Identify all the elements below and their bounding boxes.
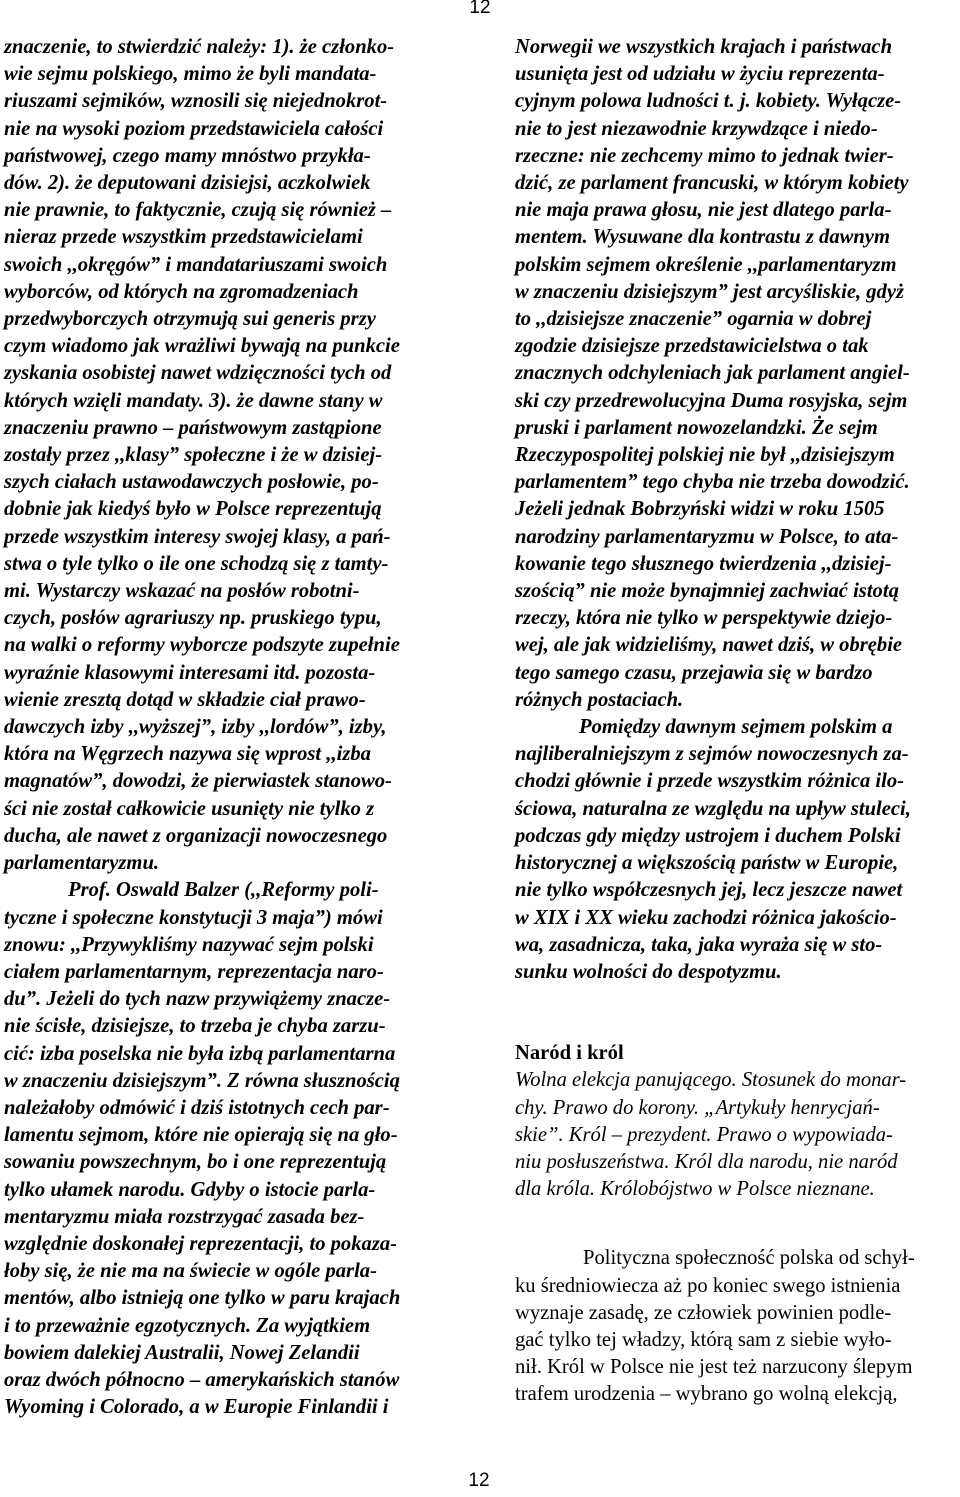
text-line: ku średniowiecza aż po koniec swego istnienia [515, 1274, 901, 1297]
section-body [515, 1245, 960, 1408]
text-line: wyborców, od których na zgromadzeniach [4, 280, 359, 303]
text-line: oraz dwóch północno – amerykańskich stanów [4, 1368, 400, 1391]
text-line: znaczenie, to stwierdzić należy: 1). że członko- [4, 36, 395, 58]
text-line: gać tylko tej władzy, którą sam z siebie wyło- [515, 1328, 892, 1351]
text-line: Polityczna społeczność polska od schył- [583, 1247, 915, 1270]
text-line: sunku wolności do despotyzmu. [515, 960, 782, 983]
text-line: cyjnym polowa ludności t. j. kobiety. Wyłącze- [515, 90, 902, 113]
text-line: nie to jest niezawodnie krzywdzące i niedo- [515, 117, 878, 140]
text-line: znacznych odchyleniach jak parlament angiel- [515, 362, 910, 385]
text-line: wyraźnie klasowymi interesami itd. pozosta- [4, 661, 376, 684]
text-line: rzeczy, która nie tylko w perspektywie dziejo- [515, 607, 893, 630]
text-line: narodziny parlamentaryzmu w Polsce, to ata- [515, 525, 899, 548]
text-line: tyczne i społeczne konstytucji 3 maja”) mówi [4, 906, 383, 929]
text-line: cić: izba poselska nie była izbą parlamentarna [4, 1042, 396, 1065]
text-line: swoich ,,okręgów” i mandatariuszami swoich [4, 253, 388, 276]
text-line: tego samego czasu, przejawia się w bardzo [515, 661, 873, 684]
text-line: bowiem dalekiej Australii, Nowej Zelandii [4, 1341, 360, 1364]
text-line: kowanie tego słusznego twierdzenia ,,dzisiej- [515, 552, 892, 575]
text-line: szych ciałach ustawodawczych posłowie, po- [4, 471, 379, 494]
text-line: ski czy przedrewolucyjna Duma rosyjska, sejm [515, 389, 908, 412]
text-line: zyskania osobistej nawet wdzięczności tych od [4, 362, 392, 385]
text-line: Jeżeli jednak Bobrzyński widzi w roku 1505 [515, 498, 885, 521]
left-column [4, 34, 459, 1421]
text-line: to ,,dzisiejsze znaczenie” ogarnia w dobrej [515, 308, 872, 331]
text-line: nie maja prawa głosu, nie jest dlatego parla- [515, 199, 892, 222]
text-line: podczas gdy między ustrojem i duchem Polski [515, 824, 901, 847]
text-line: Norwegii we wszystkich krajach i państwach [515, 36, 893, 58]
text-line: trafem urodzenia – wybrano go wolną elekcją, [515, 1383, 898, 1406]
text-line: sowaniu powszechnym, bo i one reprezentują [4, 1151, 387, 1174]
text-line: czych, posłów agrariuszy np. pruskiego typu, [4, 607, 382, 630]
text-line: parlamentem” tego chyba nie trzeba dowodzić. [515, 471, 910, 494]
text-line: szością” nie może bynajmniej zachwiać istotą [515, 580, 899, 603]
text-line: dobnie jak kiedyś było w Polsce reprezentują [4, 498, 382, 521]
section-heading: Naród i król [515, 1042, 624, 1065]
text-line: chy. Prawo do korony. „Artykuły henrycjań- [515, 1096, 880, 1119]
text-line: należałoby odmówić i dziś istotnych cech par- [4, 1096, 390, 1119]
text-line: du”. Jeżeli do tych nazw przywiążemy znacze- [4, 988, 391, 1011]
text-line: zostały przez ,,klasy” społeczne i że w dzisiej- [4, 444, 383, 467]
text-line: w znaczeniu dzisiejszym”. Z równa słusznością [4, 1069, 400, 1092]
text-line: Rzeczypospolitej polskiej nie był ,,dzisiejszym [515, 444, 895, 467]
text-line: nieraz przede wszystkim przedstawicielami [4, 226, 363, 249]
text-line: ciałem parlamentarnym, reprezentacja naro- [4, 960, 384, 983]
text-line: najliberalniejszym z sejmów nowoczesnych za- [515, 743, 909, 766]
text-line: różnych postaciach. [515, 688, 684, 711]
right-paragraph-2 [515, 714, 960, 986]
text-line: na walki o reformy wyborcze podszyte zupełnie [4, 634, 400, 657]
text-line: znaczeniu prawno – państwowym zastąpione [4, 416, 382, 439]
text-line: dów. 2). że deputowani dzisiejsi, aczkolwiek [4, 172, 371, 195]
text-line: czym wiadomo jak wrażliwi bywają na punkcie [4, 335, 400, 358]
text-line: magnatów”, dowodzi, że pierwiastek stanowo- [4, 770, 392, 793]
text-line: znowu: ,,Przywykliśmy nazywać sejm polski [4, 933, 374, 956]
text-line: ści nie został całkowicie usunięty nie tylko z [4, 797, 375, 820]
text-line: nie na wysoki poziom przedstawiciela całości [4, 117, 384, 140]
page-number-bottom: 12 [468, 1470, 490, 1491]
section-subtitle [515, 1067, 960, 1203]
text-line: w XIX i XX wieku zachodzi różnica jakościo- [515, 906, 897, 929]
text-line: riuszami sejmików, wznosili się niejednokrot- [4, 90, 388, 113]
text-line: dzić, ze parlament francuski, w którym kobiety [515, 172, 909, 195]
text-line: parlamentaryzmu. [4, 852, 160, 875]
text-line: chodzi głównie i przede wszystkim różnica ilo- [515, 770, 905, 793]
text-line: Prof. Oswald Balzer (,,Reformy poli- [68, 879, 379, 902]
text-line: Wolna elekcja panującego. Stosunek do monar- [515, 1069, 907, 1092]
text-line: dawczych izby ,,wyższej”, izby ,,lordów”, izby, [4, 716, 387, 739]
text-line: stwa o tyle tylko o ile one schodzą się z tamty- [4, 552, 389, 575]
text-line: mentaryzmu miała rozstrzygać zasada bez- [4, 1205, 365, 1228]
text-line: mentów, albo istnieją one tylko w paru krajach [4, 1287, 401, 1310]
text-line: nie ścisłe, dzisiejsze, to trzeba je chyba zarzu- [4, 1015, 386, 1038]
text-line: ducha, ale nawet z organizacji nowoczesnego [4, 824, 388, 847]
text-line: przedwyborczych otrzymują sui generis przy [4, 308, 376, 331]
text-line: ściowa, naturalna ze względu na upływ stuleci, [515, 797, 911, 820]
text-line: skie”. Król – prezydent. Prawo o wypowiada- [515, 1123, 893, 1146]
text-line: wej, ale jak widzieliśmy, nawet dziś, w obrębie [515, 634, 903, 657]
text-line: względnie doskonałej reprezentacji, to pokaza- [4, 1232, 397, 1255]
text-line: historycznej a większością państw w Europie, [515, 852, 899, 875]
text-line: wa, zasadnicza, taka, jaka wyraża się w sto- [515, 933, 883, 956]
text-line: mentem. Wysuwane dla kontrastu z dawnym [515, 226, 890, 249]
text-line: wyznaje zasadę, ze człowiek powinien podle- [515, 1301, 892, 1324]
right-column [515, 34, 960, 1409]
text-line: wie sejmu polskiego, mimo że byli mandata- [4, 63, 377, 86]
text-line: lamentu sejmom, które nie opierają się na gło- [4, 1124, 398, 1147]
text-line: zgodzie dzisiejsze przedstawicielstwa o tak [515, 335, 869, 358]
text-line: wienie zresztą dotąd w składzie ciał prawo- [4, 688, 366, 711]
text-line: nie prawnie, to faktycznie, czują się również – [4, 199, 392, 222]
text-line: dla króla. Królobójstwo w Polsce nieznane. [515, 1178, 875, 1201]
text-line: rzeczne: nie zechcemy mimo to jednak twier- [515, 144, 894, 167]
text-line: polskim sejmem określenie ,,parlamentaryzm [515, 253, 897, 276]
text-line: nie tylko współczesnych jej, lecz jeszcze nawet [515, 879, 903, 902]
text-line: mi. Wystarczy wskazać na posłów robotni- [4, 580, 360, 603]
text-line: których wzięli mandaty. 3). że dawne stany w [4, 389, 383, 412]
text-line: i to przeważnie egzotycznych. Za wyjątkiem [4, 1314, 371, 1337]
text-line: Wyoming i Colorado, a w Europie Finlandii i [4, 1396, 389, 1419]
text-line: która na Węgrzech nazywa się wprost ,,izba [4, 743, 371, 766]
text-line: w znaczeniu dzisiejszym” jest arcyśliskie, gdyż [515, 280, 904, 303]
text-line: pruski i parlament nowozelandzki. Że sejm [515, 416, 878, 439]
text-line: Pomiędzy dawnym sejmem polskim a [579, 716, 893, 739]
text-line: przede wszystkim interesy swojej klasy, a pań- [4, 525, 391, 548]
right-paragraph-1 [515, 34, 960, 714]
page-number-top: 12 [469, 0, 491, 18]
text-line: tylko ułamek narodu. Gdyby o istocie parla- [4, 1178, 376, 1201]
text-line: państwowej, czego mamy mnóstwo przykła- [4, 144, 371, 167]
text-line: niu posłuszeństwa. Król dla narodu, nie naród [515, 1150, 898, 1173]
text-line: łoby się, że nie ma na świecie w ogóle parla- [4, 1260, 377, 1283]
text-line: nił. Król w Polsce nie jest też narzucony ślepym [515, 1356, 913, 1379]
text-line: usunięta jest od udziału w życiu reprezenta- [515, 63, 885, 86]
